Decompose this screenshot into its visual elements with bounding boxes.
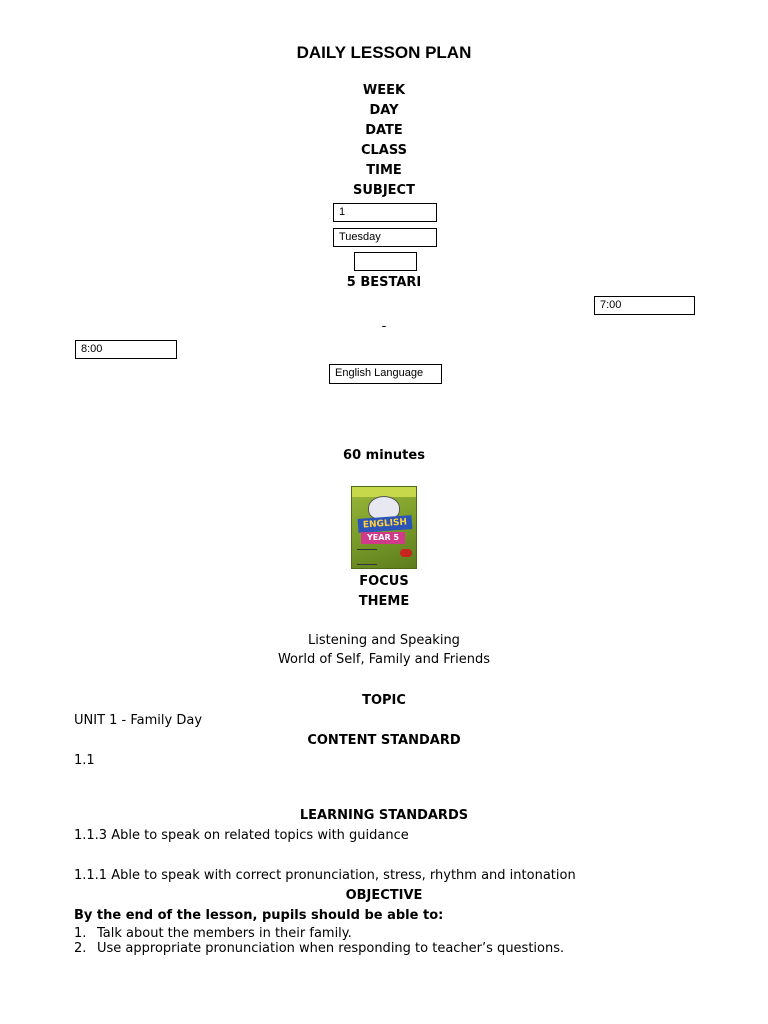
time-label: TIME	[366, 163, 402, 178]
time-separator: -	[381, 319, 387, 334]
theme-label: THEME	[358, 594, 410, 609]
topic-value: UNIT 1 - Family Day	[74, 713, 203, 728]
week-label: WEEK	[362, 83, 406, 98]
time-end-field[interactable]: 8:00	[75, 340, 177, 359]
objective-intro: By the end of the lesson, pupils should be able to:	[74, 908, 444, 923]
class-value: 5 BESTARI	[346, 275, 422, 290]
objective-list	[74, 926, 564, 956]
content-standard-label: CONTENT STANDARD	[307, 733, 461, 748]
week-field[interactable]: 1	[333, 203, 437, 222]
focus-value: Listening and Speaking	[308, 633, 460, 648]
subject-field[interactable]: English Language	[329, 364, 442, 384]
subject-label: SUBJECT	[353, 183, 415, 198]
objective-item: 1. Talk about the members in their family.	[74, 926, 352, 941]
learning-standard-item: 1.1.1 Able to speak with correct pronunciation, stress, rhythm and intonation	[74, 868, 576, 883]
class-label: CLASS	[360, 143, 408, 158]
theme-value: World of Self, Family and Friends	[277, 652, 491, 667]
date-label: DATE	[365, 123, 403, 138]
topic-label: TOPIC	[362, 693, 406, 708]
page-title: DAILY LESSON PLAN	[296, 43, 472, 62]
day-label: DAY	[369, 103, 399, 118]
duration-text: 60 minutes	[343, 448, 425, 463]
publisher-logo-icon	[400, 549, 412, 557]
day-field[interactable]: Tuesday	[333, 228, 437, 247]
date-field[interactable]	[354, 252, 417, 271]
time-start-field[interactable]: 7:00	[594, 296, 695, 315]
focus-label: FOCUS	[359, 574, 409, 589]
content-standard-value: 1.1	[74, 753, 95, 768]
book-title-word1: ENGLISH	[358, 515, 413, 533]
learning-standard-item: 1.1.3 Able to speak on related topics with guidance	[74, 828, 409, 843]
book-title-word2: YEAR 5	[361, 532, 405, 544]
objective-item: 2. Use appropriate pronunciation when responding to teacher’s questions.	[74, 941, 565, 956]
learning-standards-label: LEARNING STANDARDS	[299, 808, 469, 823]
objective-label: OBJECTIVE	[345, 888, 423, 903]
textbook-cover-image	[351, 486, 417, 569]
